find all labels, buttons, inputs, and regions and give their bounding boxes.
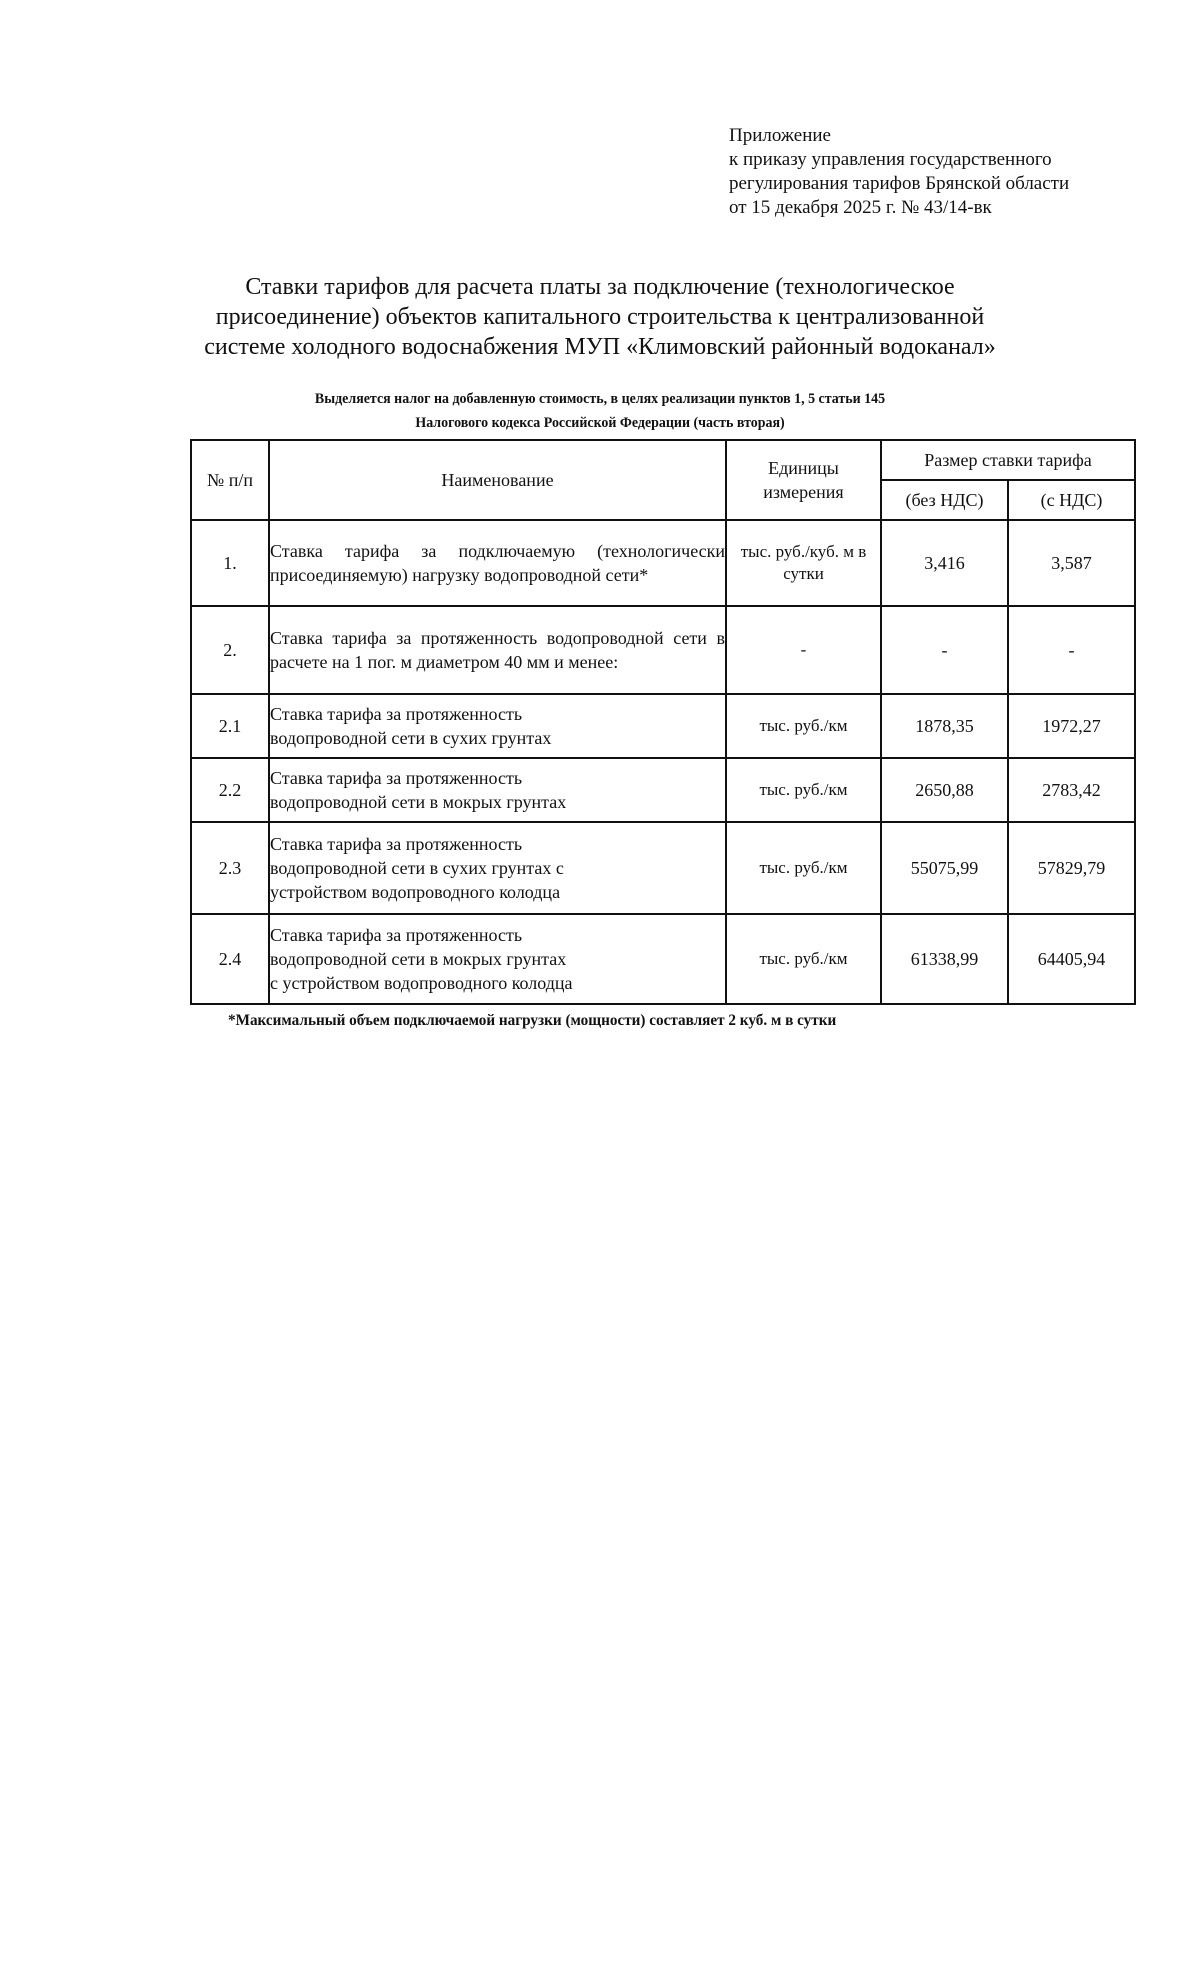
row-name: Ставка тарифа за протяженность водопроводной сети в сухих грунтах (269, 694, 726, 758)
row-rate-no-vat: 3,416 (881, 520, 1008, 606)
row-rate-with-vat: 64405,94 (1008, 914, 1135, 1004)
title-line: Ставки тарифов для расчета платы за подключение (технологическое (245, 274, 955, 300)
table-row (191, 822, 1135, 914)
row-name: Ставка тарифа за протяженность водопроводной сети в сухих грунтах с устройством водопроводного колодца (269, 822, 726, 914)
annex-heading: Приложение (729, 125, 831, 146)
row-rate-no-vat: 2650,88 (881, 758, 1008, 822)
row-num: 1. (191, 520, 269, 606)
row-rate-with-vat: 57829,79 (1008, 822, 1135, 914)
row-name: Ставка тарифа за протяженность водопроводной сети в мокрых грунтах (269, 758, 726, 822)
annex-block (729, 124, 1069, 220)
row-num: 2.2 (191, 758, 269, 822)
row-name: Ставка тарифа за протяженность водопроводной сети в расчете на 1 пог. м диаметром 40 мм и менее: (269, 606, 726, 694)
table-row (191, 606, 1135, 694)
row-num: 2.3 (191, 822, 269, 914)
header-with-vat: (с НДС) (1008, 480, 1135, 520)
table-row (191, 520, 1135, 606)
annex-order-ref: к приказу управления государственного (729, 149, 1052, 170)
row-unit: тыс. руб./км (726, 694, 881, 758)
row-unit: - (726, 606, 881, 694)
table-row (191, 758, 1135, 822)
header-name: Наименование (269, 440, 726, 520)
tariff-table (190, 439, 1136, 1005)
row-rate-with-vat: 3,587 (1008, 520, 1135, 606)
title-line: системе холодного водоснабжения МУП «Климовский районный водоканал» (204, 334, 996, 360)
vat-note (228, 387, 972, 435)
vat-note-line: Налогового кодекса Российской Федерации (часть вторая) (415, 415, 785, 431)
row-name: Ставка тарифа за протяженность водопроводной сети в мокрых грунтах с устройством водопроводного колодца (269, 914, 726, 1004)
header-num: № п/п (191, 440, 269, 520)
title-line: присоединение) объектов капитального строительства к централизованной (215, 304, 985, 330)
table-row (191, 694, 1135, 758)
header-rate: Размер ставки тарифа (881, 440, 1135, 480)
row-unit: тыс. руб./км (726, 758, 881, 822)
row-unit: тыс. руб./км (726, 914, 881, 1004)
annex-authority: регулирования тарифов Брянской области (729, 173, 1070, 194)
row-rate-with-vat: 2783,42 (1008, 758, 1135, 822)
row-num: 2. (191, 606, 269, 694)
vat-note-line: Выделяется налог на добавленную стоимость, в целях реализации пунктов 1, 5 статьи 145 (314, 391, 886, 407)
header-no-vat: (без НДС) (881, 480, 1008, 520)
row-rate-no-vat: 61338,99 (881, 914, 1008, 1004)
header-unit: Единицы измерения (726, 440, 881, 520)
annex-order-date: от 15 декабря 2025 г. № 43/14-вк (729, 197, 992, 218)
footnote: *Максимальный объем подключаемой нагрузки (мощности) составляет 2 куб. м в сутки (228, 1012, 837, 1029)
row-rate-with-vat: 1972,27 (1008, 694, 1135, 758)
row-rate-no-vat: - (881, 606, 1008, 694)
row-rate-no-vat: 55075,99 (881, 822, 1008, 914)
row-name: Ставка тарифа за подключаемую (технологически присоединяемую) нагрузку водопроводной сети* (269, 520, 726, 606)
row-rate-no-vat: 1878,35 (881, 694, 1008, 758)
row-num: 2.1 (191, 694, 269, 758)
row-rate-with-vat: - (1008, 606, 1135, 694)
table-row (191, 914, 1135, 1004)
row-unit: тыс. руб./куб. м в сутки (726, 520, 881, 606)
document-title (150, 272, 1050, 362)
row-num: 2.4 (191, 914, 269, 1004)
row-unit: тыс. руб./км (726, 822, 881, 914)
